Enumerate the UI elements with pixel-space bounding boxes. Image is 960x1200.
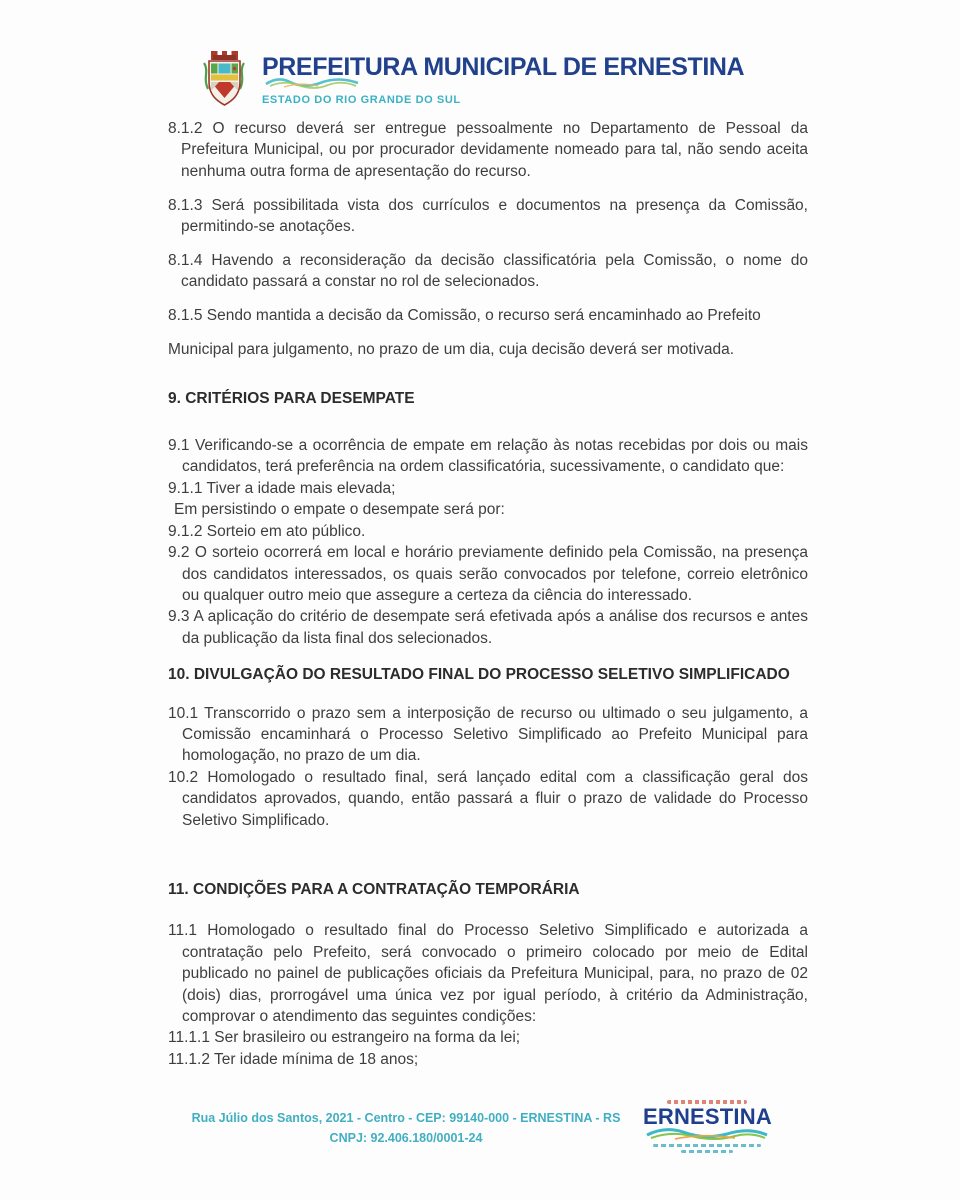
- letterhead-subtitle: ESTADO DO RIO GRANDE DO SUL: [262, 94, 461, 106]
- logo-wordmark: ERNESTINA: [643, 1104, 772, 1129]
- logo-wave-icon: [645, 1127, 769, 1142]
- section-9-heading: 9. CRITÉRIOS PARA DESEMPATE: [168, 389, 415, 407]
- page-footer: [0, 1100, 960, 1170]
- letterhead-title: PREFEITURA MUNICIPAL DE ERNESTINA: [262, 53, 745, 81]
- logo-microtext-red: [667, 1100, 746, 1104]
- footer-address: [150, 1108, 662, 1148]
- section-10-heading: 10. DIVULGAÇÃO DO RESULTADO FINAL DO PROCESSO SELETIVO SIMPLIFICADO: [168, 666, 790, 684]
- ernestina-city-logo: [643, 1100, 771, 1153]
- clause-8-1-4: 8.1.4 Havendo a reconsideração da decisão classificatória pela Comissão, o nome do candidato passará a constar no rol de selecionados.: [168, 252, 808, 291]
- clause-8-1-2: 8.1.2 O recurso deverá ser entregue pessoalmente no Departamento de Pessoal da Prefeitura Municipal, ou por procurador devidamente nomeado para tal, não sendo aceita nenhuma outra forma de apresentação do recurso.: [168, 120, 808, 180]
- letterhead-wave-icon: [264, 77, 360, 89]
- clause-9-1-1: 9.1.1 Tiver a idade mais elevada;: [168, 479, 396, 497]
- clause-11-1: 11.1 Homologado o resultado final do Processo Seletivo Simplificado e autorizada a contratação pelo Prefeito, será convocado o primeiro colocado por meio de Edital publicado no painel de publicações oficiais da Prefeitura Municipal, para, no prazo de 02 (dois) dias, prorrogável uma única vez por igual período, à critério da Administração, comprovar o atendimento das seguintes condições:: [168, 922, 808, 1025]
- clause-8-1-5-cont: Municipal para julgamento, no prazo de um dia, cuja decisão deverá ser motivada.: [168, 341, 735, 359]
- clause-10-2: 10.2 Homologado o resultado final, será lançado edital com a classificação geral dos candidatos aprovados, quando, então passará a fluir o prazo de validade do Processo Seletivo Simplificado.: [168, 768, 808, 829]
- clause-9-1-2: 9.1.2 Sorteio em ato público.: [168, 522, 366, 540]
- clause-9-1: 9.1 Verificando-se a ocorrência de empate em relação às notas recebidas por dois ou mais candidatos, terá preferência na ordem classificatória, sucessivamente, o candidato que:: [168, 437, 808, 476]
- section-11-heading: 11. CONDIÇÕES PARA A CONTRATAÇÃO TEMPORÁRIA: [168, 880, 580, 898]
- letterhead: [198, 45, 744, 111]
- clause-9-1-note: Em persistindo o empate o desempate será por:: [174, 501, 505, 519]
- clause-10-1: 10.1 Transcorrido o prazo sem a interposição de recurso ou ultimado o seu julgamento, a Comissão encaminhará o Processo Seletivo Simplificado ao Prefeito Municipal para homologação, no prazo de um dia.: [168, 704, 808, 765]
- logo-tagline-blur-line: [681, 1150, 732, 1153]
- clause-11-1-2: 11.1.2 Ter idade mínima de 18 anos;: [168, 1050, 419, 1068]
- clause-9-2: 9.2 O sorteio ocorrerá em local e horário previamente definido pela Comissão, na presença dos candidatos interessados, os quais serão convocados por telefone, correio eletrônico ou qualquer outro meio que assegure a certeza da ciência do interessado.: [168, 544, 808, 604]
- footer-address-line: Rua Júlio dos Santos, 2021 - Centro - CEP: 99140-000 - ERNESTINA - RS: [191, 1111, 621, 1125]
- letterhead-text: [262, 45, 744, 106]
- municipal-coat-of-arms-icon: [198, 45, 250, 111]
- clause-8-1-5: 8.1.5 Sendo mantida a decisão da Comissão, o recurso será encaminhado ao Prefeito: [168, 307, 761, 325]
- clause-11-1-1: 11.1.1 Ser brasileiro ou estrangeiro na forma da lei;: [168, 1029, 521, 1047]
- footer-cnpj-line: CNPJ: 92.406.180/0001-24: [329, 1131, 483, 1145]
- clause-8-1-3: 8.1.3 Será possibilitada vista dos currículos e documentos na presença da Comissão, permitindo-se anotações.: [168, 196, 808, 236]
- clause-9-3: 9.3 A aplicação do critério de desempate será efetivada após a análise dos recursos e antes da publicação da lista final dos selecionados.: [168, 608, 808, 647]
- document-body: [168, 118, 808, 1070]
- logo-tagline-blur-line: [653, 1144, 761, 1147]
